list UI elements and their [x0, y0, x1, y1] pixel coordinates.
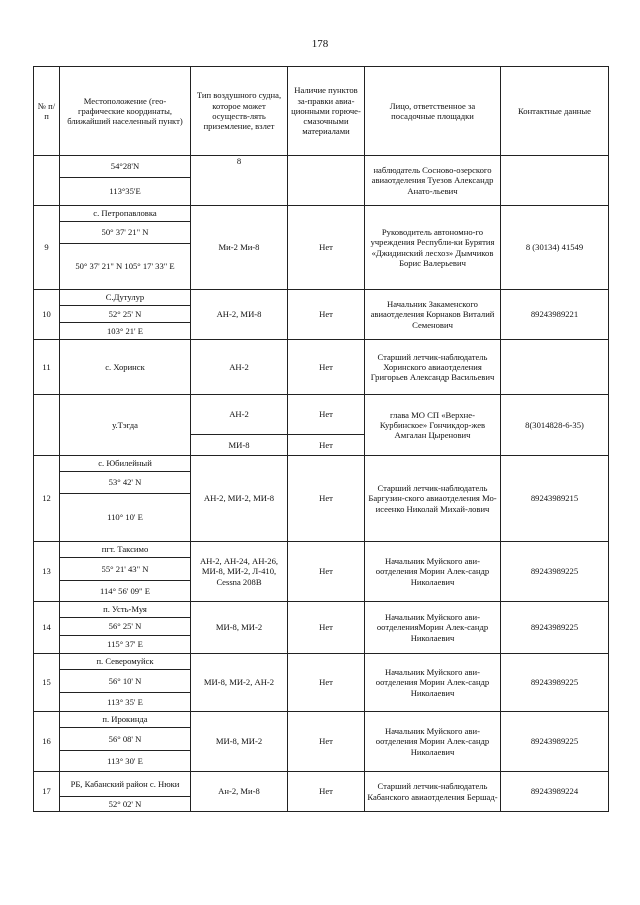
- location-name: пгт. Таксимо: [60, 542, 191, 558]
- contacts: [501, 340, 609, 395]
- location-coord: 54°28'N: [60, 156, 191, 178]
- aircraft-type: АН-2, МИ-8: [191, 290, 288, 340]
- fuel-availability: Нет: [288, 712, 365, 772]
- contacts: 8(3014828-6-35): [501, 395, 609, 456]
- row-num: 14: [34, 602, 60, 654]
- location-coord: 52° 25' N: [60, 306, 191, 323]
- aircraft-type: Ми-2 Ми-8: [191, 206, 288, 290]
- location-name: п. Ирокинда: [60, 712, 191, 728]
- location-coord: 53° 42' N: [60, 472, 191, 494]
- fuel-availability: Нет: [288, 772, 365, 812]
- header-contacts: Контактные данные: [501, 67, 609, 156]
- fuel-availability: Нет: [288, 206, 365, 290]
- responsible-person: Старший летчик-наблюдатель Баргузин-ского авиаотделения Мо-исеенко Николай Михай-лович: [365, 456, 501, 542]
- table-row: [34, 206, 609, 222]
- fuel-availability: Нет: [288, 290, 365, 340]
- table-row: [34, 395, 609, 435]
- aircraft-type: МИ-8, МИ-2: [191, 712, 288, 772]
- location-coord: 103° 21' E: [60, 323, 191, 340]
- fuel-availability: Нет: [288, 542, 365, 602]
- table-row: [34, 772, 609, 797]
- aircraft-type: Ан-2, Ми-8: [191, 772, 288, 812]
- aircraft-type: МИ-8: [191, 435, 288, 456]
- location-name: у.Тэгда: [60, 395, 191, 456]
- location-coord: 114° 56' 09" E: [60, 581, 191, 602]
- fuel-availability: Нет: [288, 340, 365, 395]
- location-coord: 113° 35' E: [60, 693, 191, 712]
- contacts: 89243989225: [501, 602, 609, 654]
- aircraft-type: АН-2: [191, 340, 288, 395]
- location-coord: 56° 25' N: [60, 618, 191, 636]
- row-num: 11: [34, 340, 60, 395]
- location-coord: 113° 30' E: [60, 751, 191, 772]
- location-coord: 56° 10' N: [60, 670, 191, 693]
- fuel-availability: [288, 156, 365, 206]
- row-num: 16: [34, 712, 60, 772]
- row-num: 12: [34, 456, 60, 542]
- aircraft-type: МИ-8, МИ-2: [191, 602, 288, 654]
- location-name: с. Юбилейный: [60, 456, 191, 472]
- responsible-person: Начальник Закаменского авиаотделения Корнаков Виталий Семенович: [365, 290, 501, 340]
- header-person: Лицо, ответственное за посадочные площадки: [365, 67, 501, 156]
- table-row: [34, 340, 609, 395]
- responsible-person: глава МО СП «Верхне-Курбинское» Гончикдор-жев Амгалан Цыренович: [365, 395, 501, 456]
- row-num: [34, 395, 60, 456]
- table-row: [34, 156, 609, 178]
- location-name: РБ, Кабанский район с. Нюки: [60, 772, 191, 797]
- row-num: [34, 156, 60, 206]
- aircraft-type: 8: [191, 156, 288, 206]
- contacts: 8 (30134) 41549: [501, 206, 609, 290]
- header-fuel: Наличие пунктов за-правки авиа-ционными горюче-смазочными материалами: [288, 67, 365, 156]
- aircraft-type: АН-2, АН-24, АН-26, МИ-8, МИ-2, Л-410, Cessna 208B: [191, 542, 288, 602]
- aircraft-type: АН-2, МИ-2, МИ-8: [191, 456, 288, 542]
- responsible-person: Начальник Муйского ави-оотделения Морин Алек-сандр Николаевич: [365, 712, 501, 772]
- location-name: с. Хоринск: [60, 340, 191, 395]
- header-aircraft: Тип воздушного судна, которое может осуществ-лять приземление, взлет: [191, 67, 288, 156]
- table-header-row: [34, 67, 609, 156]
- fuel-availability: Нет: [288, 456, 365, 542]
- fuel-availability: Нет: [288, 395, 365, 435]
- landing-sites-table: [33, 66, 609, 812]
- contacts: 89243989225: [501, 712, 609, 772]
- table-row: [34, 456, 609, 472]
- location-coord: 50° 37' 21" N: [60, 222, 191, 244]
- row-num: 17: [34, 772, 60, 812]
- row-num: 9: [34, 206, 60, 290]
- responsible-person: Руководитель автономно-го учреждения Республи-ки Бурятия «Джидинский лесхоз» Дымчиков Борис Валерьевич: [365, 206, 501, 290]
- table-row: [34, 542, 609, 558]
- location-coord: 55° 21' 43" N: [60, 558, 191, 581]
- responsible-person: наблюдатель Сосново-озерского авиаотделения Туезов Александр Анато-льевич: [365, 156, 501, 206]
- location-coord: 52° 02' N: [60, 797, 191, 812]
- contacts: 89243989215: [501, 456, 609, 542]
- responsible-person: Начальник Муйского ави-оотделенияМорин Алек-сандр Николаевич: [365, 602, 501, 654]
- location-coord: 110° 10' E: [60, 494, 191, 542]
- location-name: п. Усть-Муя: [60, 602, 191, 618]
- location-name: С.Дутулур: [60, 290, 191, 306]
- location-name: с. Петропавловка: [60, 206, 191, 222]
- table-row: [34, 602, 609, 618]
- fuel-availability: Нет: [288, 602, 365, 654]
- table-row: [34, 290, 609, 306]
- header-location: Местоположение (гео-графические координаты, ближайший населенный пункт): [60, 67, 191, 156]
- aircraft-type: МИ-8, МИ-2, АН-2: [191, 654, 288, 712]
- fuel-availability: Нет: [288, 435, 365, 456]
- row-num: 13: [34, 542, 60, 602]
- responsible-person: Старший летчик-наблюдатель Кабанского авиаотделения Бершад-: [365, 772, 501, 812]
- row-num: 10: [34, 290, 60, 340]
- location-coord: 113°35'E: [60, 178, 191, 206]
- location-coord: 50° 37' 21" N 105° 17' 33" E: [60, 244, 191, 290]
- responsible-person: Старший летчик-наблюдатель Хоринского авиаотделения Григорьев Александр Васильевич: [365, 340, 501, 395]
- contacts: 89243989224: [501, 772, 609, 812]
- contacts: 89243989225: [501, 542, 609, 602]
- table-row: [34, 654, 609, 670]
- row-num: 15: [34, 654, 60, 712]
- responsible-person: Начальник Муйского ави-оотделения Морин Алек-сандр Николаевич: [365, 542, 501, 602]
- location-name: п. Северомуйск: [60, 654, 191, 670]
- contacts: [501, 156, 609, 206]
- location-coord: 56° 08' N: [60, 728, 191, 751]
- page-number: 178: [311, 38, 329, 50]
- fuel-availability: Нет: [288, 654, 365, 712]
- aircraft-type: АН-2: [191, 395, 288, 435]
- contacts: 89243989221: [501, 290, 609, 340]
- location-coord: 115° 37' E: [60, 636, 191, 654]
- contacts: 89243989225: [501, 654, 609, 712]
- header-num: № п/п: [34, 67, 60, 156]
- table-row: [34, 712, 609, 728]
- responsible-person: Начальник Муйского ави-оотделения Морин Алек-сандр Николаевич: [365, 654, 501, 712]
